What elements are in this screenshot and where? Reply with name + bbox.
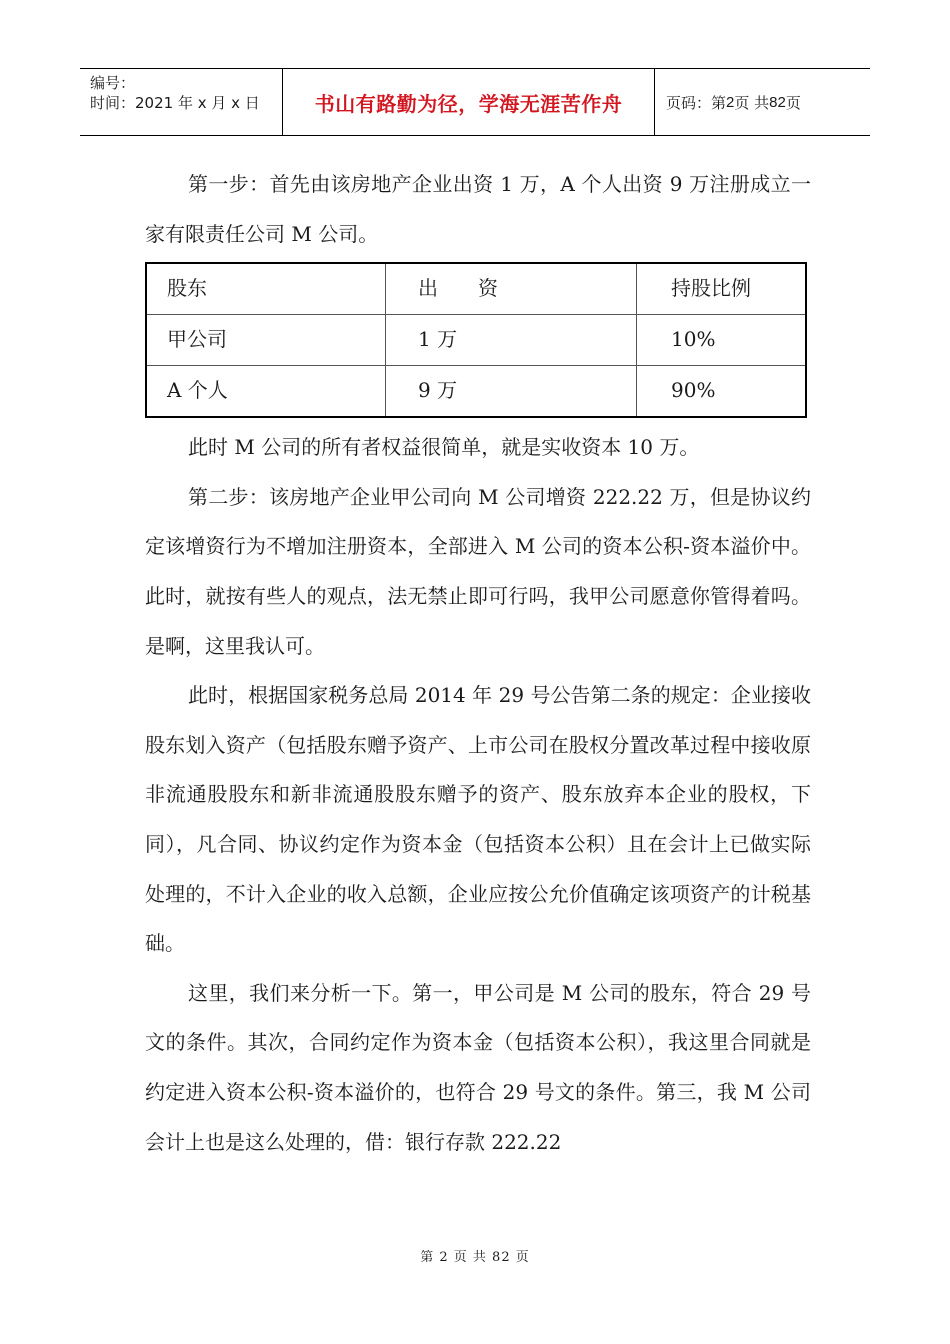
- page-mid: 页 共: [734, 93, 770, 112]
- table-cell: 10%: [637, 315, 807, 366]
- document-number-label: 编号：: [90, 74, 136, 92]
- table-cell: 甲公司: [146, 315, 386, 366]
- shareholder-table: [145, 262, 807, 418]
- shareholder-table-wrap: [145, 262, 807, 418]
- table-header-cell: 持股比例: [637, 263, 807, 315]
- table-cell: 1 万: [386, 315, 637, 366]
- paragraph-step-two: 第二步：该房地产企业甲公司向 M 公司增资 222.22 万，但是协议约定该增资行为不增加注册资本，全部进入 M 公司的资本公积-资本溢价中。此时，就按有些人的观点，法无禁止即可行吗，我甲公司愿意你管得着吗。是啊，这里我认可。: [145, 484, 811, 658]
- table-header-cell: 股东: [146, 263, 386, 315]
- table-header-row: [146, 263, 806, 315]
- table-header-cell: 出 资: [386, 263, 637, 315]
- paragraph-regulation: 此时，根据国家税务总局 2014 年 29 号公告第二条的规定：企业接收股东划入资产（包括股东赠予资产、上市公司在股权分置改革过程中接收原非流通股股东和新非流通股股东赠予的资产、股东放弃本企业的股权，下同），凡合同、协议约定作为资本金（包括资本公积）且在会计上已做实际处理的，不计入企业的收入总额，企业应按公允价值确定该项资产的计税基础。: [145, 683, 811, 956]
- table-cell: 9 万: [386, 366, 637, 418]
- header-motto: 书山有路勤为径，学海无涯苦作舟: [283, 69, 655, 135]
- paragraph-equity: 此时 M 公司的所有者权益很简单，就是实收资本 10 万。: [188, 435, 700, 460]
- header-page-info: [655, 69, 870, 135]
- document-date: 时间：2021 年 x 月 x 日: [90, 94, 260, 112]
- header-meta: [80, 69, 283, 135]
- paragraph-analysis: 这里，我们来分析一下。第一，甲公司是 M 公司的股东，符合 29 号文的条件。其次，合同约定作为资本金（包括资本公积），我这里合同就是约定进入资本公积-资本溢价的，也符合 29 号文的条件。第三，我 M 公司会计上也是这么处理的，借：银行存款 222.22: [145, 980, 811, 1154]
- table-row: [146, 366, 806, 418]
- table-cell: A 个人: [146, 366, 386, 418]
- paragraph-step-one: 第一步：首先由该房地产企业出资 1 万，A 个人出资 9 万注册成立一家有限责任公司 M 公司。: [145, 172, 811, 246]
- page-suffix: 页: [785, 93, 801, 112]
- page-current: 2: [726, 93, 735, 111]
- page-total: 82: [769, 93, 786, 111]
- page-prefix: 页码：第: [666, 93, 727, 112]
- document-body: [145, 160, 811, 1167]
- table-cell: 90%: [637, 366, 807, 418]
- page-footer: 第 2 页 共 82 页: [420, 1250, 530, 1265]
- table-row: [146, 315, 806, 366]
- page-header: [80, 68, 870, 136]
